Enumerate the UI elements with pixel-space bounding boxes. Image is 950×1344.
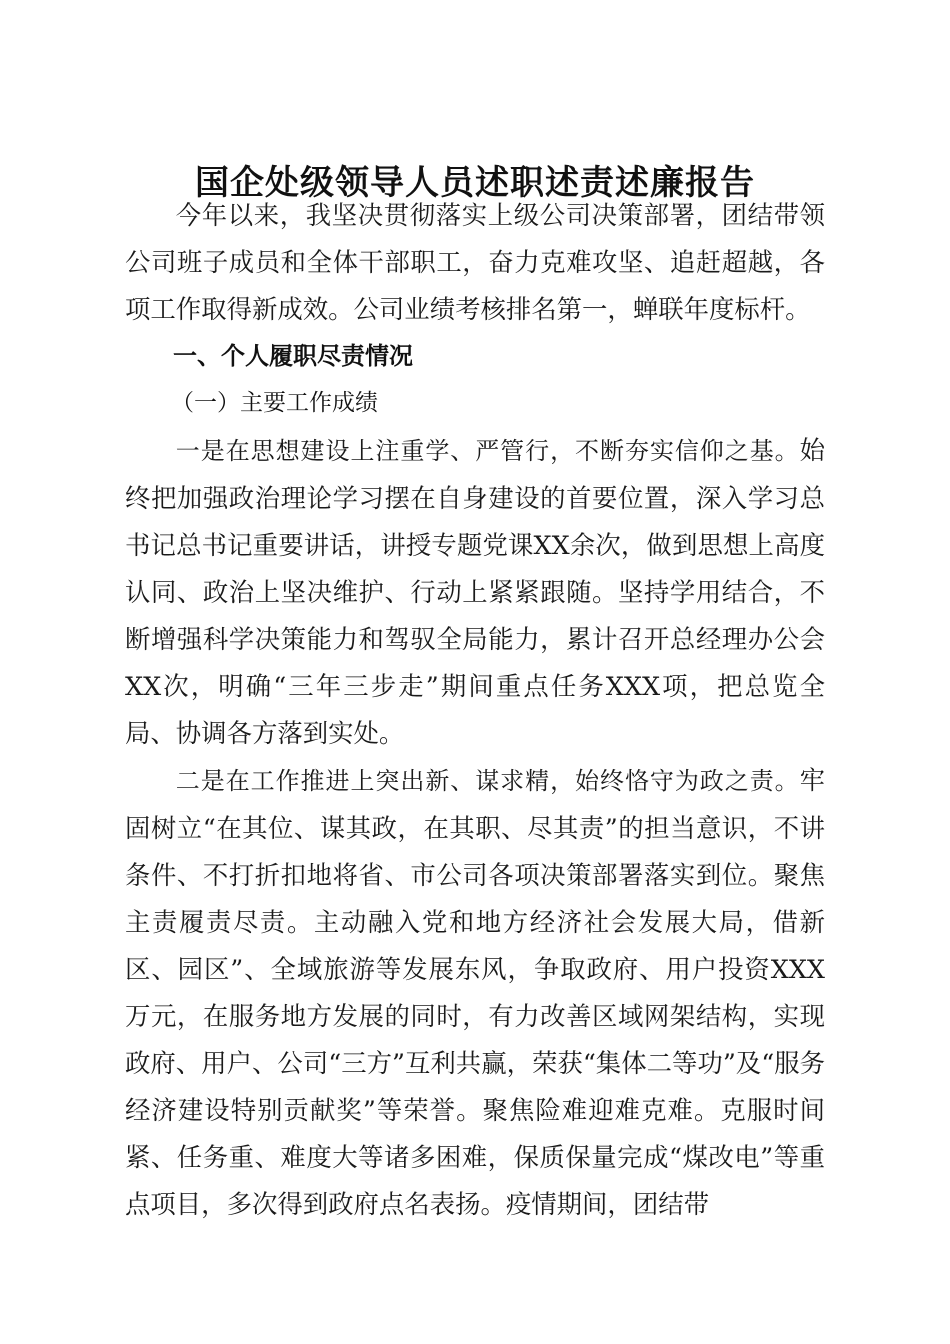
point-one-paragraph — [125, 427, 825, 757]
point-two-lead: 二是在工作推进上突出新、谋求精，始终恪守为政之责。 — [175, 767, 800, 795]
point-one-lead: 一是在思想建设上注重学、严管行，不断夯实信仰之基。 — [175, 437, 800, 465]
section-heading: 一、个人履职尽责情况 — [173, 342, 413, 370]
document-body — [125, 192, 825, 1228]
point-one-text: 始终把加强政治理论学习摆在自身建设的首要位置，深入学习总书记总书记重要讲话，讲授专题党课XX余次，做到思想上高度认同、政治上坚决维护、行动上紧紧跟随。坚持学用结合，不断增强科学决策能力和驾驭全局能力，累计召开总经理办公会XX次，明确“三年三步走”期间重点任务XXX项，把总览全局、协调各方落到实处。 — [125, 435, 825, 748]
point-two-text: 牢固树立“在其位、谋其政，在其职、尽其责”的担当意识，不讲条件、不打折扣地将省、市公司各项决策部署落实到位。聚焦主责履责尽责。主动融入党和地方经济社会发展大局，借新区、园区”、全域旅游等发展东风，争取政府、用户投资XXX万元，在服务地方发展的同时，有力改善区域网架结构，实现政府、用户、公司“三方”互利共赢，荣获“集体二等功”及“服务经济建设特别贡献奖”等荣誉。聚焦险难迎难克难。克服时间紧、任务重、难度大等诸多困难，保质保量完成“煤改电”等重点项目，多次得到政府点名表扬。疫情期间，团结带 — [125, 765, 825, 1219]
intro-paragraph: 今年以来，我坚决贯彻落实上级公司决策部署，团结带领公司班子成员和全体干部职工，奋力克难攻坚、追赶超越，各项工作取得新成效。公司业绩考核排名第一，蝉联年度标杆。 — [125, 200, 825, 324]
subsection-heading: （一）主要工作成绩 — [171, 390, 378, 416]
document-title: 国企处级领导人员述职述责述廉报告 — [195, 162, 755, 203]
point-two-paragraph — [125, 757, 825, 1228]
